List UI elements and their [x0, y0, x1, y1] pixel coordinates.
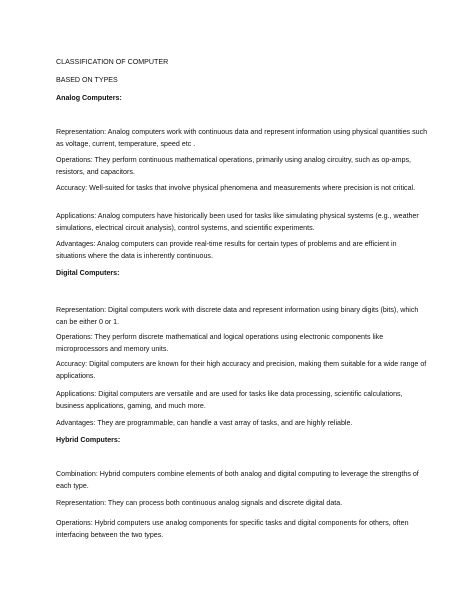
digital-applications: Applications: Digital computers are versatile and are used for tasks like data processing, scientific calculations, business applications, gaming, and much more.	[56, 390, 403, 410]
digital-heading: Digital Computers:	[56, 269, 120, 277]
analog-accuracy: Accuracy: Well-suited for tasks that involve physical phenomena and measurements where precision is not critical.	[56, 184, 416, 192]
document-title: CLASSIFICATION OF COMPUTER	[56, 58, 169, 66]
hybrid-combination: Combination: Hybrid computers combine elements of both analog and digital computing to leverage the strengths of each type.	[56, 470, 419, 490]
analog-operations: Operations: They perform continuous mathematical operations, primarily using analog circuitry, such as op-amps, resistors, and capacitors.	[56, 156, 411, 176]
document-subtitle: BASED ON TYPES	[56, 76, 118, 84]
analog-heading: Analog Computers:	[56, 94, 122, 102]
digital-operations: Operations: They perform discrete mathematical and logical operations using electronic components like microprocessors and memory units.	[56, 333, 384, 353]
hybrid-heading: Hybrid Computers:	[56, 436, 121, 444]
digital-accuracy: Accuracy: Digital computers are known for their high accuracy and precision, making them suitable for a wide range of applications.	[56, 360, 427, 380]
hybrid-representation: Representation: They can process both continuous analog signals and discrete digital data.	[56, 499, 343, 507]
analog-applications: Applications: Analog computers have historically been used for tasks like simulating physical systems (e.g., weather simulations, electrical circuit analysis), control systems, and scientific experiments.	[56, 212, 419, 232]
digital-representation: Representation: Digital computers work with discrete data and represent information using binary digits (bits), which can be either 0 or 1.	[56, 306, 419, 326]
digital-advantages: Advantages: They are programmable, can handle a vast array of tasks, and are highly reliable.	[56, 419, 353, 427]
hybrid-operations: Operations: Hybrid computers use analog components for specific tasks and digital components for others, often interfacing between the two types.	[56, 519, 409, 539]
analog-representation: Representation: Analog computers work with continuous data and represent information using physical quantities such as voltage, current, temperature, speed etc .	[56, 128, 428, 148]
analog-advantages: Advantages: Analog computers can provide real-time results for certain types of problems and are efficient in situations where the data is inherently continuous.	[56, 240, 397, 260]
